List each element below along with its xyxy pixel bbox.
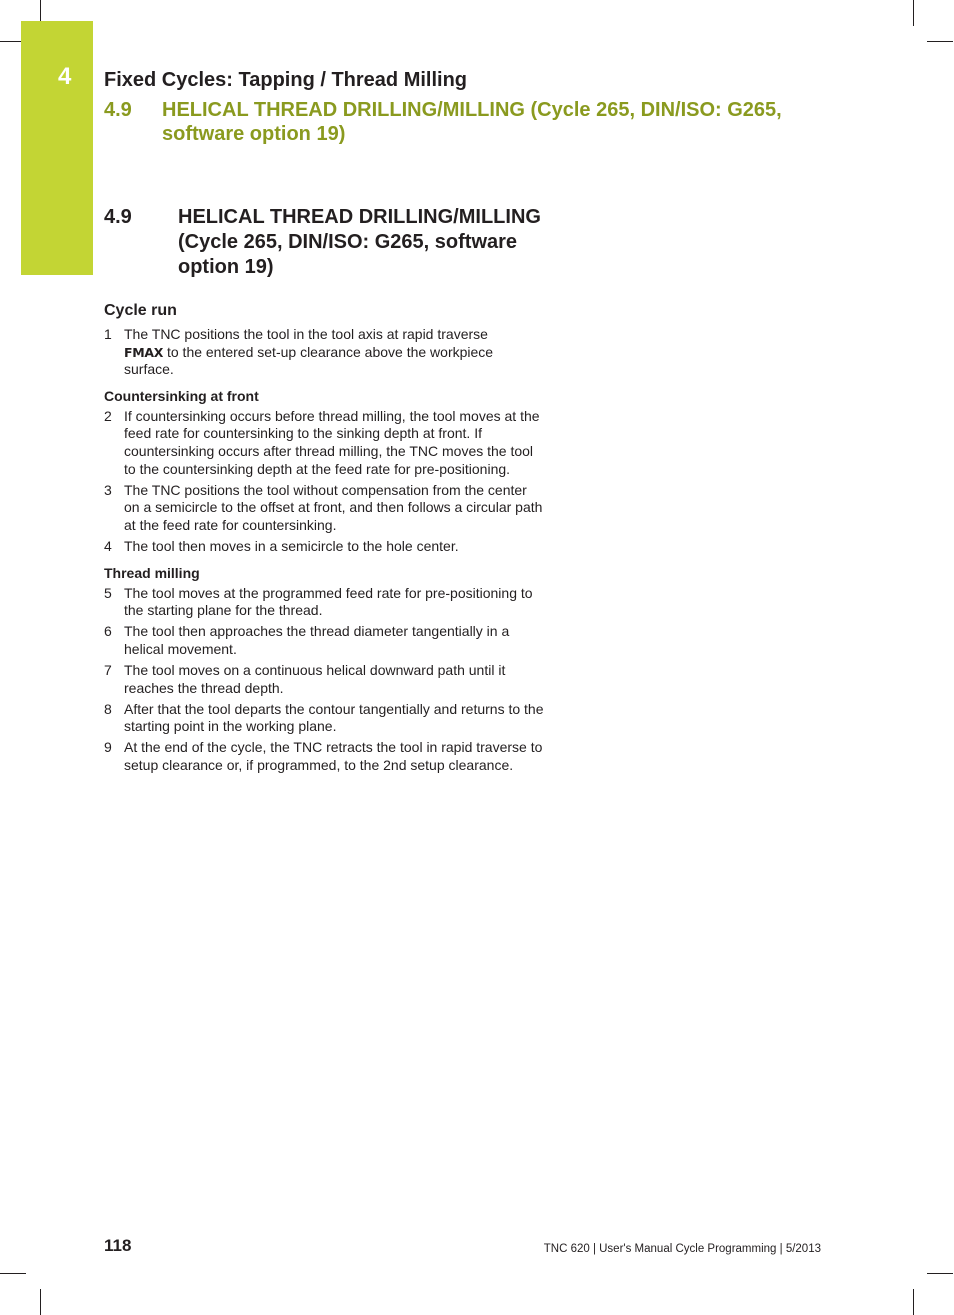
step-text: At the end of the cycle, the TNC retracts the tool in rapid traverse to setup clearance or, if programmed, to the 2nd setup clearance.: [124, 739, 543, 773]
step-text: The tool moves at the programmed feed rate for pre-positioning to the starting plane for the thread.: [124, 584, 533, 619]
crop-mark: [913, 1289, 914, 1315]
list-item: [104, 482, 544, 535]
section-heading: [104, 205, 564, 280]
running-header-section-number: 4.9: [104, 99, 132, 121]
chapter-tab-number: 4: [58, 63, 72, 90]
chapter-tab: [21, 21, 93, 275]
main-content: [104, 300, 544, 778]
step-number: 5: [104, 584, 112, 601]
list-item: [104, 701, 544, 736]
crop-mark: [927, 1273, 953, 1274]
step-text: The TNC positions the tool without compensation from the center on a semicircle to the offset at front, and then follows a circular path at the feed rate for countersinking.: [124, 481, 543, 533]
step-number: 8: [104, 700, 112, 717]
step-number: 1: [104, 326, 112, 342]
subheading-countersinking: Countersinking at front: [104, 387, 259, 404]
list-item: [104, 326, 544, 379]
crop-mark: [40, 1289, 41, 1315]
list-item: [104, 662, 544, 697]
crop-mark: [0, 1273, 26, 1274]
running-header-section: [104, 98, 824, 146]
crop-mark: [913, 0, 914, 26]
step-number: 2: [104, 407, 112, 424]
step-number: 9: [104, 739, 112, 756]
running-header-section-title: HELICAL THREAD DRILLING/MILLING (Cycle 265, DIN/ISO: G265, software option 19): [162, 99, 782, 145]
step-text: to the entered set-up clearance above the workpiece surface.: [124, 343, 494, 378]
step-number: 7: [104, 661, 112, 678]
list-item: [104, 739, 544, 774]
countersinking-steps: [104, 408, 544, 556]
list-item: [104, 538, 544, 556]
softkey-code: FMAX: [124, 344, 164, 360]
step-text: The tool then approaches the thread diameter tangentially in a helical movement.: [124, 623, 510, 657]
step-text: The TNC positions the tool in the tool axis at rapid traverse: [124, 326, 488, 342]
page-number: 118: [104, 1236, 132, 1255]
step-text: The tool then moves in a semicircle to the hole center.: [124, 537, 459, 554]
step-text: If countersinking occurs before thread milling, the tool moves at the feed rate for countersinking to the sinking depth at front. If countersinking occurs after thread milling, the TNC moves the tool to the countersinking depth at the feed rate for pre-positioning.: [124, 407, 540, 477]
subheading-cycle-run: Cycle run: [104, 302, 177, 319]
section-heading-number: 4.9: [104, 206, 132, 228]
list-item: [104, 585, 544, 620]
step-number: 4: [104, 537, 112, 554]
running-header-chapter-title: Fixed Cycles: Tapping / Thread Milling: [104, 69, 468, 91]
crop-mark: [927, 41, 953, 42]
cycle-run-steps: [104, 326, 544, 379]
step-text: After that the tool departs the contour tangentially and returns to the starting point in the working plane.: [124, 700, 544, 735]
step-text: The tool moves on a continuous helical downward path until it reaches the thread depth.: [124, 661, 506, 696]
thread-milling-steps: [104, 585, 544, 775]
step-number: 3: [104, 481, 112, 498]
step-number: 6: [104, 623, 112, 640]
section-heading-title: HELICAL THREAD DRILLING/MILLING (Cycle 265, DIN/ISO: G265, software option 19): [178, 206, 541, 278]
list-item: [104, 623, 544, 658]
footer-text: TNC 620 | User's Manual Cycle Programming | 5/2013: [543, 1243, 821, 1255]
subheading-thread-milling: Thread milling: [104, 564, 200, 581]
list-item: [104, 408, 544, 478]
